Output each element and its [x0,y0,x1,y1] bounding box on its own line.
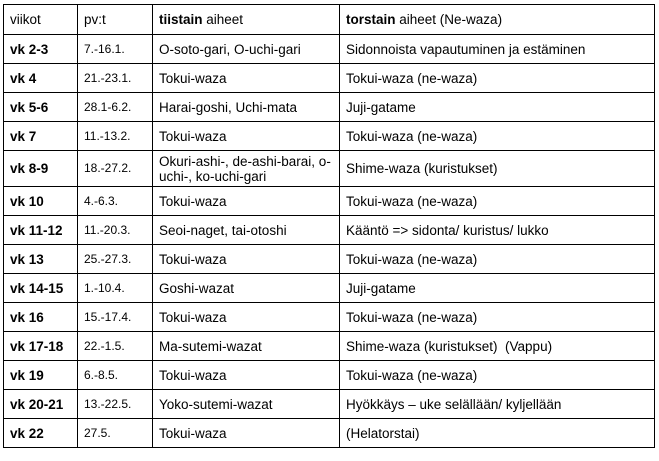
schedule-table [3,4,655,448]
dates-cell: 1.-10.4. [78,274,153,303]
schedule-table-header [4,5,655,35]
week-cell: vk 5-6 [4,93,78,122]
tuesday-topic-cell: Tokui-waza [153,419,340,448]
dates-cell: 11.-20.3. [78,216,153,245]
thursday-topic-cell: (Helatorstai) [340,419,655,448]
thursday-topic-cell: Hyökkäys – uke selällään/ kyljellään [340,390,655,419]
thursday-topic-cell: Tokui-waza (ne-waza) [340,303,655,332]
week-cell: vk 2-3 [4,35,78,64]
week-cell: vk 22 [4,419,78,448]
header-dates: pv:t [78,5,153,35]
header-thursday-bold: torstain [346,12,396,27]
week-cell: vk 4 [4,64,78,93]
thursday-topic-cell: Tokui-waza (ne-waza) [340,64,655,93]
thursday-topic-cell: Shime-waza (kuristukset) (Vappu) [340,332,655,361]
dates-cell: 18.-27.2. [78,151,153,187]
dates-cell: 27.5. [78,419,153,448]
header-thursday-rest: aiheet (Ne-waza) [395,12,503,27]
table-row [4,216,655,245]
thursday-topic-cell: Tokui-waza (ne-waza) [340,187,655,216]
dates-cell: 6.-8.5. [78,361,153,390]
week-cell: vk 7 [4,122,78,151]
table-row [4,151,655,187]
table-row [4,35,655,64]
table-row [4,122,655,151]
week-cell: vk 19 [4,361,78,390]
tuesday-topic-cell: Seoi-naget, tai-otoshi [153,216,340,245]
thursday-topic-cell: Tokui-waza (ne-waza) [340,361,655,390]
header-tuesday [153,5,340,35]
dates-cell: 21.-23.1. [78,64,153,93]
header-tuesday-rest: aiheet [202,12,244,27]
thursday-topic-cell: Tokui-waza (ne-waza) [340,245,655,274]
week-cell: vk 13 [4,245,78,274]
header-row [4,5,655,35]
week-cell: vk 11-12 [4,216,78,245]
thursday-topic-cell: Sidonnoista vapautuminen ja estäminen [340,35,655,64]
schedule-table-body [4,35,655,448]
table-row [4,390,655,419]
dates-cell: 7.-16.1. [78,35,153,64]
thursday-topic-cell: Shime-waza (kuristukset) [340,151,655,187]
dates-cell: 22.-1.5. [78,332,153,361]
week-cell: vk 10 [4,187,78,216]
dates-cell: 11.-13.2. [78,122,153,151]
week-cell: vk 20-21 [4,390,78,419]
table-row [4,332,655,361]
dates-cell: 13.-22.5. [78,390,153,419]
tuesday-topic-cell: Yoko-sutemi-wazat [153,390,340,419]
table-row [4,274,655,303]
thursday-topic-cell: Tokui-waza (ne-waza) [340,122,655,151]
table-row [4,187,655,216]
tuesday-topic-cell: Goshi-wazat [153,274,340,303]
tuesday-topic-cell: Harai-goshi, Uchi-mata [153,93,340,122]
header-thursday [340,5,655,35]
dates-cell: 28.1-6.2. [78,93,153,122]
tuesday-topic-cell: Tokui-waza [153,187,340,216]
tuesday-topic-cell: Tokui-waza [153,245,340,274]
table-row [4,93,655,122]
dates-cell: 25.-27.3. [78,245,153,274]
tuesday-topic-cell: O-soto-gari, O-uchi-gari [153,35,340,64]
dates-cell: 4.-6.3. [78,187,153,216]
table-row [4,64,655,93]
header-weeks: viikot [4,5,78,35]
tuesday-topic-cell: Tokui-waza [153,303,340,332]
week-cell: vk 16 [4,303,78,332]
tuesday-topic-cell: Tokui-waza [153,122,340,151]
week-cell: vk 8-9 [4,151,78,187]
tuesday-topic-cell: Tokui-waza [153,64,340,93]
dates-cell: 15.-17.4. [78,303,153,332]
header-tuesday-bold: tiistain [159,12,203,27]
week-cell: vk 17-18 [4,332,78,361]
week-cell: vk 14-15 [4,274,78,303]
thursday-topic-cell: Juji-gatame [340,274,655,303]
tuesday-topic-cell: Tokui-waza [153,361,340,390]
table-row [4,245,655,274]
tuesday-topic-cell: Ma-sutemi-wazat [153,332,340,361]
table-row [4,303,655,332]
table-row [4,419,655,448]
thursday-topic-cell: Juji-gatame [340,93,655,122]
table-row [4,361,655,390]
tuesday-topic-cell: Okuri-ashi-, de-ashi-barai, o-uchi-, ko-uchi-gari [153,151,340,187]
thursday-topic-cell: Kääntö => sidonta/ kuristus/ lukko [340,216,655,245]
